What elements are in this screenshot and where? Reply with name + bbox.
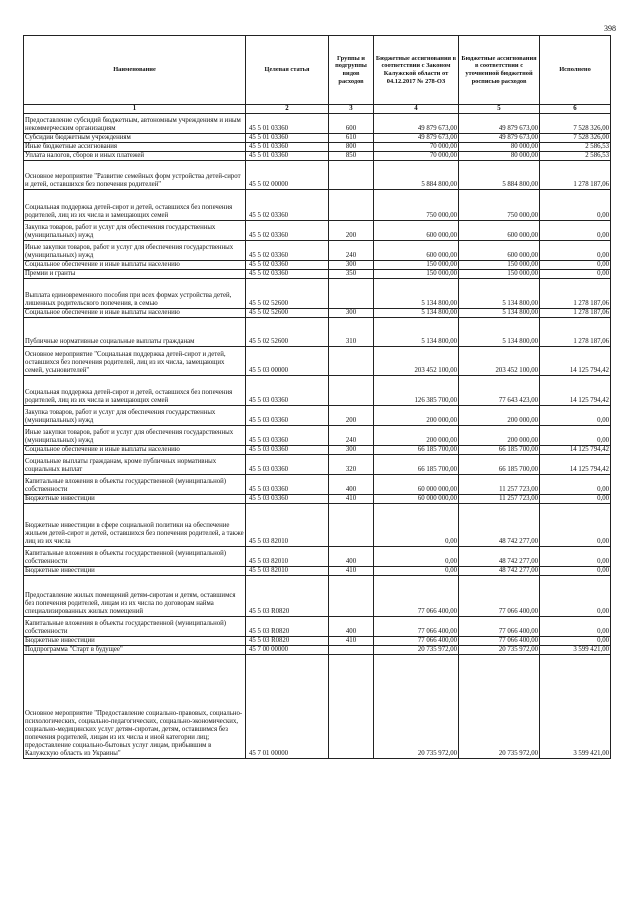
row-schedule-amount: 200 000,00 [459,426,540,446]
row-schedule-amount: 5 134 800,00 [459,318,540,347]
column-number: 3 [329,105,374,114]
row-target-code: 45 5 01 03360 [246,152,329,161]
row-target-code: 45 7 00 00000 [246,646,329,655]
table-row [24,241,611,261]
row-target-code: 45 5 03 03360 [246,455,329,475]
table-row [24,261,611,270]
row-target-code: 45 5 02 03360 [246,261,329,270]
header-schedule-allocations: Бюджетные ассигнования в соответствии с уточненной бюджетной росписью расходов [459,36,540,105]
row-target-code: 45 5 03 03360 [246,446,329,455]
row-executed-amount: 1 278 187,06 [540,309,611,318]
row-schedule-amount: 66 185 700,00 [459,446,540,455]
row-law-amount: 77 066 400,00 [374,637,459,646]
table-row [24,637,611,646]
table-row [24,309,611,318]
row-expense-group: 400 [329,475,374,495]
row-expense-group [329,161,374,190]
row-executed-amount: 1 278 187,06 [540,161,611,190]
row-schedule-amount: 150 000,00 [459,261,540,270]
row-name: Подпрограмма "Старт в будущее" [24,646,246,655]
row-name: Субсидии бюджетным учреждениям [24,134,246,143]
row-expense-group [329,347,374,376]
table-row [24,617,611,637]
row-target-code: 45 5 03 R0820 [246,576,329,617]
column-number: 2 [246,105,329,114]
table-row [24,655,611,759]
row-schedule-amount: 80 000,00 [459,152,540,161]
row-name: Предоставление жилых помещений детям-сиротам и детям, оставшимся без попечения родителей, лицам из их числа по договорам найма специализированных жилых помещений [24,576,246,617]
row-target-code: 45 5 03 82010 [246,567,329,576]
budget-table [23,35,611,759]
row-target-code: 45 5 03 R0820 [246,637,329,646]
row-expense-group [329,279,374,309]
row-law-amount: 200 000,00 [374,426,459,446]
row-name: Публичные нормативные социальные выплаты гражданам [24,318,246,347]
header-law-allocations: Бюджетные ассигнования в соответствии с Законом Калужской области от 04.12.2017 № 278-ОЗ [374,36,459,105]
table-row [24,646,611,655]
row-target-code: 45 5 02 52600 [246,279,329,309]
row-expense-group: 600 [329,114,374,134]
table-row [24,446,611,455]
table-row [24,406,611,426]
row-target-code: 45 5 01 03360 [246,114,329,134]
row-target-code: 45 5 03 03360 [246,376,329,406]
row-target-code: 45 7 01 00000 [246,655,329,759]
table-row [24,134,611,143]
row-executed-amount: 0,00 [540,190,611,221]
table-row [24,221,611,241]
row-law-amount: 0,00 [374,547,459,567]
row-schedule-amount: 80 000,00 [459,143,540,152]
page-number: 398 [604,24,616,33]
row-schedule-amount: 49 879 673,00 [459,134,540,143]
row-name: Социальное обеспечение и иные выплаты населению [24,309,246,318]
row-name: Закупка товаров, работ и услуг для обеспечения государственных (муниципальных) нужд [24,406,246,426]
row-expense-group: 300 [329,261,374,270]
row-executed-amount: 14 125 794,42 [540,347,611,376]
row-law-amount: 70 000,00 [374,143,459,152]
header-name: Наименование [24,36,246,105]
row-expense-group [329,504,374,547]
row-schedule-amount: 150 000,00 [459,270,540,279]
row-name: Капитальные вложения в объекты государственной (муниципальной) собственности [24,547,246,567]
row-target-code: 45 5 01 03360 [246,143,329,152]
row-name: Закупка товаров, работ и услуг для обеспечения государственных (муниципальных) нужд [24,221,246,241]
row-executed-amount: 14 125 794,42 [540,446,611,455]
header-expense-groups: Группы и подгруппы видов расходов [329,36,374,105]
row-expense-group: 200 [329,221,374,241]
row-schedule-amount: 5 134 800,00 [459,309,540,318]
row-expense-group: 240 [329,241,374,261]
row-law-amount: 70 000,00 [374,152,459,161]
row-law-amount: 126 385 700,00 [374,376,459,406]
table-row [24,270,611,279]
row-name: Бюджетные инвестиции [24,567,246,576]
row-expense-group: 800 [329,143,374,152]
row-name: Социальные выплаты гражданам, кроме публичных нормативных социальных выплат [24,455,246,475]
row-executed-amount: 0,00 [540,567,611,576]
row-executed-amount: 0,00 [540,617,611,637]
row-name: Иные бюджетные ассигнования [24,143,246,152]
row-name: Социальная поддержка детей-сирот и детей, оставшихся без попечения родителей, лиц из их числа и замещающих семей [24,376,246,406]
row-executed-amount: 1 278 187,06 [540,318,611,347]
row-schedule-amount: 5 884 800,00 [459,161,540,190]
row-executed-amount: 14 125 794,42 [540,376,611,406]
row-expense-group: 300 [329,309,374,318]
table-row [24,495,611,504]
row-name: Капитальные вложения в объекты государственной (муниципальной) собственности [24,617,246,637]
row-schedule-amount: 48 742 277,00 [459,504,540,547]
row-target-code: 45 5 02 03360 [246,270,329,279]
row-law-amount: 0,00 [374,504,459,547]
table-row [24,426,611,446]
row-executed-amount: 7 528 326,00 [540,114,611,134]
row-expense-group: 410 [329,495,374,504]
row-executed-amount: 0,00 [540,406,611,426]
column-number: 6 [540,105,611,114]
row-executed-amount: 0,00 [540,221,611,241]
row-law-amount: 66 185 700,00 [374,446,459,455]
table-row [24,547,611,567]
row-executed-amount: 14 125 794,42 [540,455,611,475]
row-name: Иные закупки товаров, работ и услуг для обеспечения государственных (муниципальных) нужд [24,426,246,446]
row-expense-group: 310 [329,318,374,347]
row-expense-group: 240 [329,426,374,446]
row-schedule-amount: 49 879 673,00 [459,114,540,134]
row-expense-group: 400 [329,547,374,567]
row-schedule-amount: 5 134 800,00 [459,279,540,309]
row-target-code: 45 5 02 03360 [246,190,329,221]
row-executed-amount: 0,00 [540,637,611,646]
row-law-amount: 600 000,00 [374,241,459,261]
row-executed-amount: 2 586,53 [540,152,611,161]
row-target-code: 45 5 03 82010 [246,504,329,547]
table-row [24,279,611,309]
row-target-code: 45 5 03 03360 [246,475,329,495]
row-target-code: 45 5 03 R0820 [246,617,329,637]
table-row [24,143,611,152]
row-expense-group: 300 [329,446,374,455]
row-law-amount: 5 134 800,00 [374,309,459,318]
row-expense-group: 320 [329,455,374,475]
row-executed-amount: 0,00 [540,547,611,567]
row-target-code: 45 5 01 03360 [246,134,329,143]
row-name: Основное мероприятие "Развитие семейных форм устройства детей-сирот и детей, оставшихся без попечения родителей" [24,161,246,190]
row-executed-amount: 2 586,53 [540,143,611,152]
row-law-amount: 60 000 000,00 [374,495,459,504]
row-expense-group: 610 [329,134,374,143]
table-row [24,376,611,406]
table-row [24,161,611,190]
row-name: Предоставление субсидий бюджетным, автономным учреждениям и иным некоммерческим организациям [24,114,246,134]
row-executed-amount: 0,00 [540,241,611,261]
row-expense-group [329,655,374,759]
row-law-amount: 150 000,00 [374,261,459,270]
row-executed-amount: 0,00 [540,576,611,617]
column-number: 1 [24,105,246,114]
row-expense-group [329,190,374,221]
row-executed-amount: 1 278 187,06 [540,279,611,309]
row-name: Социальное обеспечение и иные выплаты населению [24,261,246,270]
table-row [24,576,611,617]
row-executed-amount: 7 528 326,00 [540,134,611,143]
row-executed-amount: 0,00 [540,426,611,446]
row-law-amount: 600 000,00 [374,221,459,241]
row-schedule-amount: 77 066 400,00 [459,617,540,637]
row-target-code: 45 5 02 03360 [246,241,329,261]
row-law-amount: 20 735 972,00 [374,655,459,759]
row-target-code: 45 5 03 03360 [246,406,329,426]
row-name: Основное мероприятие "Предоставление социально-правовых, социально-психологических, социально-педагогических, социально-экономических, социально-медицинских услуг детям-сиротам, детям, оставшимся без попечения родителей, лицам из их числа и иной категории лиц; предоставление социально-бытовых услуг лицам, прибывшим в Калужскую область из Украины" [24,655,246,759]
row-name: Выплата единовременного пособия при всех формах устройства детей, лишенных родительского попечения, в семью [24,279,246,309]
table-row [24,475,611,495]
column-numbers-row [24,105,611,114]
table-row [24,190,611,221]
header-executed: Исполнено [540,36,611,105]
row-expense-group [329,646,374,655]
row-executed-amount: 3 599 421,00 [540,655,611,759]
row-executed-amount: 0,00 [540,504,611,547]
row-target-code: 45 5 03 00000 [246,347,329,376]
row-target-code: 45 5 03 03360 [246,426,329,446]
row-name: Бюджетные инвестиции [24,495,246,504]
row-law-amount: 5 134 800,00 [374,279,459,309]
row-name: Социальная поддержка детей-сирот и детей, оставшихся без попечения родителей, лиц из их числа и замещающих семей [24,190,246,221]
row-name: Бюджетные инвестиции [24,637,246,646]
row-expense-group [329,376,374,406]
row-name: Уплата налогов, сборов и иных платежей [24,152,246,161]
row-executed-amount: 0,00 [540,270,611,279]
row-target-code: 45 5 02 52600 [246,318,329,347]
row-schedule-amount: 600 000,00 [459,221,540,241]
row-expense-group: 410 [329,637,374,646]
row-executed-amount: 0,00 [540,261,611,270]
row-name: Социальное обеспечение и иные выплаты населению [24,446,246,455]
row-expense-group: 850 [329,152,374,161]
row-expense-group: 350 [329,270,374,279]
row-law-amount: 77 066 400,00 [374,617,459,637]
row-executed-amount: 0,00 [540,495,611,504]
row-schedule-amount: 20 735 972,00 [459,655,540,759]
table-row [24,504,611,547]
row-law-amount: 20 735 972,00 [374,646,459,655]
table-row [24,455,611,475]
row-schedule-amount: 203 452 100,00 [459,347,540,376]
row-law-amount: 60 000 000,00 [374,475,459,495]
table-row [24,114,611,134]
table-body [24,114,611,759]
row-executed-amount: 3 599 421,00 [540,646,611,655]
row-schedule-amount: 11 257 723,00 [459,475,540,495]
row-schedule-amount: 77 066 400,00 [459,637,540,646]
row-law-amount: 150 000,00 [374,270,459,279]
row-law-amount: 203 452 100,00 [374,347,459,376]
column-number: 5 [459,105,540,114]
row-name: Бюджетные инвестиции в сфере социальной политики на обеспечение жильем детей-сирот и детей, оставшихся без попечения родителей, а также лиц из их числа [24,504,246,547]
row-name: Премии и гранты [24,270,246,279]
row-expense-group: 200 [329,406,374,426]
row-schedule-amount: 77 066 400,00 [459,576,540,617]
row-schedule-amount: 11 257 723,00 [459,495,540,504]
row-target-code: 45 5 02 52600 [246,309,329,318]
row-schedule-amount: 48 742 277,00 [459,567,540,576]
table-row [24,318,611,347]
row-expense-group: 410 [329,567,374,576]
row-law-amount: 77 066 400,00 [374,576,459,617]
row-expense-group: 400 [329,617,374,637]
row-law-amount: 200 000,00 [374,406,459,426]
row-expense-group [329,576,374,617]
row-target-code: 45 5 03 03360 [246,495,329,504]
row-executed-amount: 0,00 [540,475,611,495]
row-law-amount: 0,00 [374,567,459,576]
row-schedule-amount: 750 000,00 [459,190,540,221]
row-target-code: 45 5 03 82010 [246,547,329,567]
row-schedule-amount: 20 735 972,00 [459,646,540,655]
table-row [24,152,611,161]
row-schedule-amount: 200 000,00 [459,406,540,426]
column-number: 4 [374,105,459,114]
row-name: Иные закупки товаров, работ и услуг для обеспечения государственных (муниципальных) нужд [24,241,246,261]
row-law-amount: 5 134 800,00 [374,318,459,347]
header-target-article: Целевая статья [246,36,329,105]
row-name: Основное мероприятие "Социальная поддержка детей-сирот и детей, оставшихся без попечения родителей, лиц из их числа, замещающих семей, усыновителей" [24,347,246,376]
row-law-amount: 5 884 800,00 [374,161,459,190]
row-schedule-amount: 600 000,00 [459,241,540,261]
row-name: Капитальные вложения в объекты государственной (муниципальной) собственности [24,475,246,495]
table-row [24,567,611,576]
row-law-amount: 66 185 700,00 [374,455,459,475]
row-law-amount: 49 879 673,00 [374,114,459,134]
row-schedule-amount: 77 643 423,00 [459,376,540,406]
row-law-amount: 49 879 673,00 [374,134,459,143]
row-target-code: 45 5 02 03360 [246,221,329,241]
row-target-code: 45 5 02 00000 [246,161,329,190]
table-row [24,347,611,376]
row-schedule-amount: 48 742 277,00 [459,547,540,567]
row-schedule-amount: 66 185 700,00 [459,455,540,475]
row-law-amount: 750 000,00 [374,190,459,221]
